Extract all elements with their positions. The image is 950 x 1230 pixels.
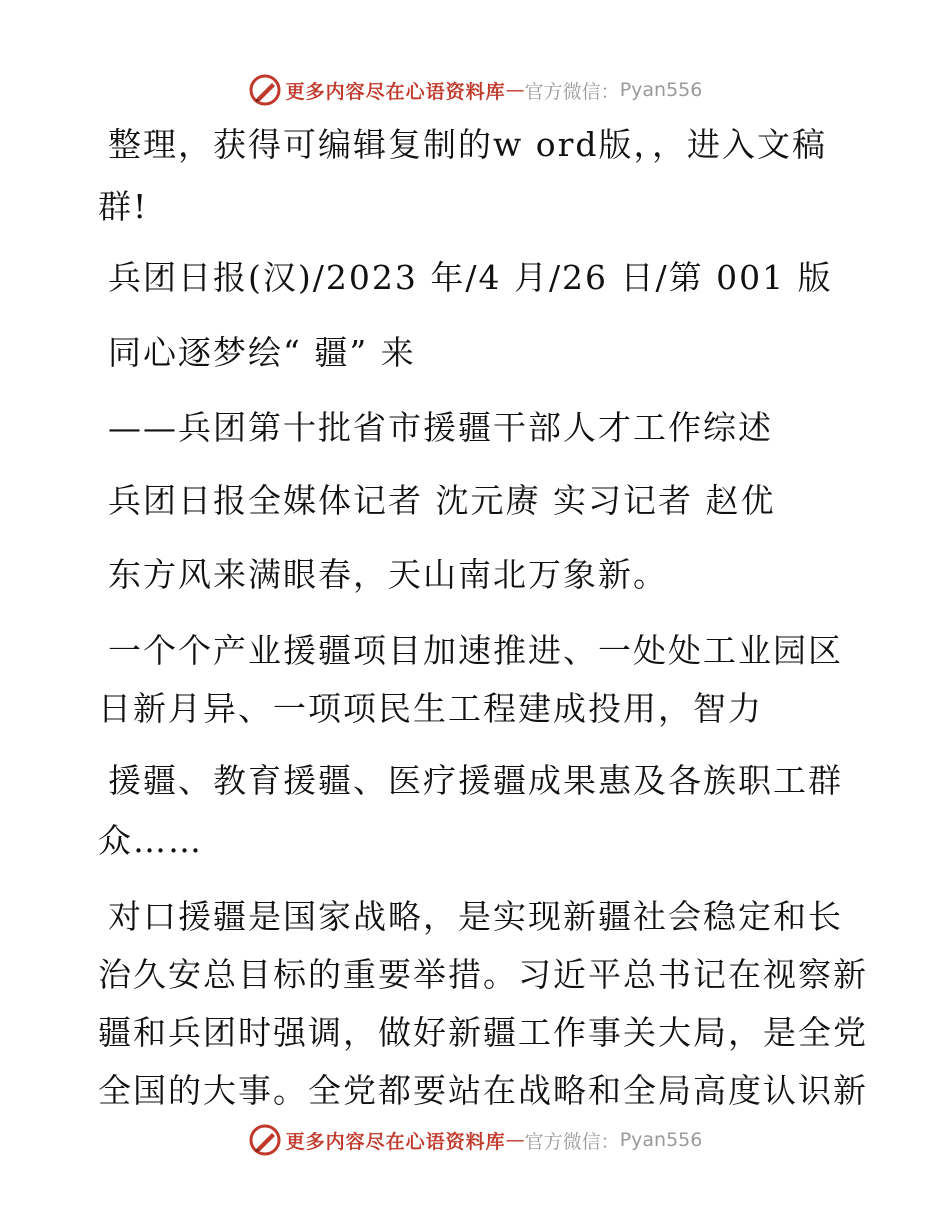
- text-line-8: 一个个产业援疆项目加速推进、一处处工业园区: [108, 631, 843, 670]
- text-line-10: 援疆、教育援疆、医疗援疆成果惠及各族职工群: [108, 761, 843, 800]
- article-subtitle: ——兵团第十批省市援疆干部人才工作综述: [108, 408, 773, 447]
- lead-sentence: 东方风来满眼春，天山南北万象新。: [108, 555, 668, 594]
- text-line-2: 群!: [98, 187, 149, 226]
- text-line-1: 整理，获得可编辑复制的w ord版，，进入文稿: [108, 125, 828, 164]
- banner-main-text: 更多内容尽在心语资料库: [285, 1130, 506, 1153]
- header-banner: [0, 70, 950, 110]
- banner-official-label: 官方微信：: [524, 1130, 620, 1153]
- footer-banner: [0, 1120, 950, 1160]
- banner-main-text: 更多内容尽在心语资料库: [285, 80, 506, 103]
- issue-line: 兵团日报(汉)/2023 年/4 月/26 日/第 001 版: [108, 258, 833, 297]
- banner-official-label: 官方微信：: [524, 80, 620, 103]
- article-title: 同心逐梦绘“ 疆” 来: [108, 333, 416, 372]
- pen-logo-icon: [248, 1123, 282, 1157]
- paragraph-line-2: 治久安总目标的重要举措。习近平总书记在视察新: [98, 955, 868, 994]
- paragraph-line-4: 全国的大事。全党都要站在战略和全局高度认识新: [98, 1071, 868, 1110]
- banner-dash: —: [505, 79, 525, 101]
- body-paragraph: [98, 888, 868, 1120]
- pen-logo-icon: [248, 73, 282, 107]
- byline: 兵团日报全媒体记者 沈元赓 实习记者 赵优: [108, 481, 776, 520]
- text-line-9: 日新月异、一项项民生工程建成投用，智力: [98, 689, 763, 728]
- text-line-11: 众……: [98, 821, 203, 860]
- banner-wechat-handle: Pyan556: [619, 79, 703, 101]
- banner-dash: —: [505, 1129, 525, 1151]
- paragraph-line-1: 对口援疆是国家战略，是实现新疆社会稳定和长: [108, 897, 843, 936]
- banner-wechat-handle: Pyan556: [619, 1129, 703, 1151]
- paragraph-line-3: 疆和兵团时强调，做好新疆工作事关大局，是全党: [98, 1013, 868, 1052]
